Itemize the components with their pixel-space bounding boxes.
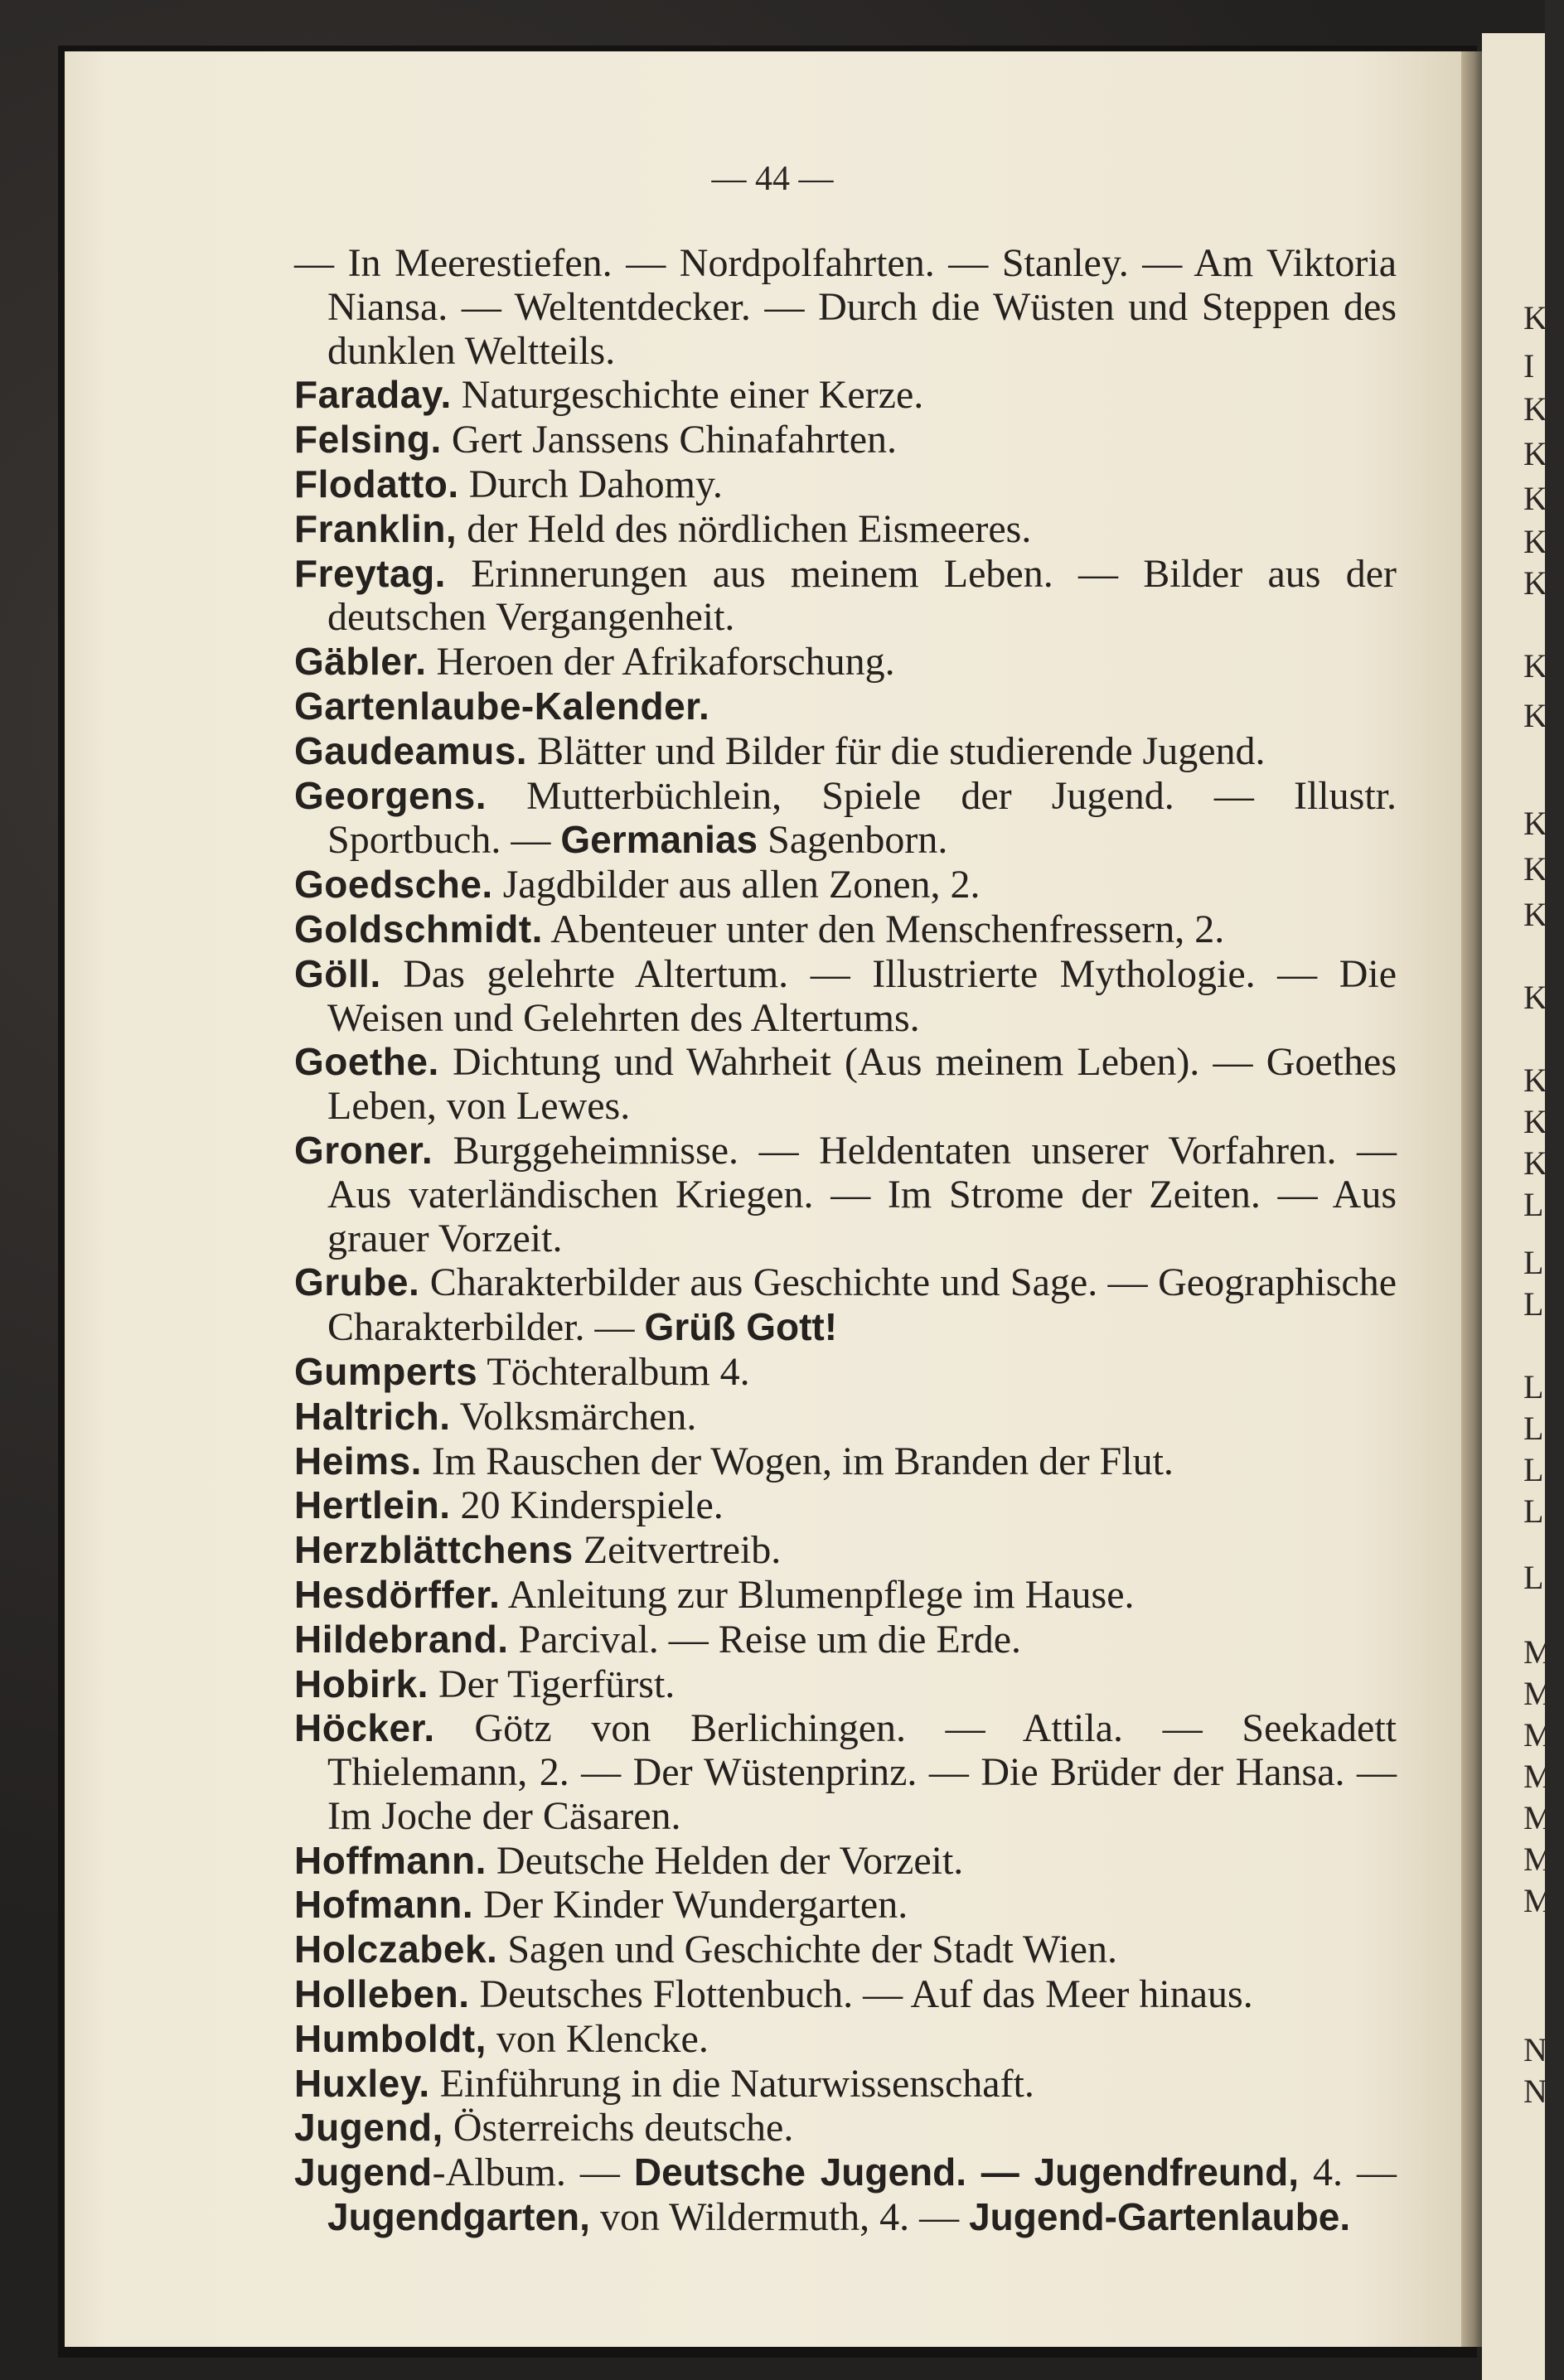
- entry-text: von Klencke.: [486, 2016, 709, 2061]
- entry-text: Das gelehrte Altertum. — Illustrierte Mythologie. — Die Weisen und Gelehrten des Altertums.: [327, 951, 1397, 1040]
- facing-page-fragment: N: [1523, 2031, 1547, 2068]
- catalog-entry: [294, 1395, 1397, 1439]
- facing-page-fragment: K: [1523, 1103, 1547, 1140]
- entry-text: Deutsche Helden der Vorzeit.: [486, 1838, 964, 1883]
- entry-author: Freytag.: [294, 551, 446, 595]
- facing-page-edge: [1482, 33, 1564, 2380]
- facing-page-fragment: M: [1523, 1841, 1553, 1878]
- entry-author: Hertlein.: [294, 1483, 451, 1527]
- catalog-entry: [294, 1928, 1397, 1972]
- catalog-entry: [294, 1439, 1397, 1484]
- facing-page-fragment: K: [1523, 896, 1547, 933]
- entry-bold-title: Jugendgarten,: [327, 2195, 590, 2239]
- catalog-entry: [294, 684, 1397, 729]
- entry-author: Gartenlaube-Kalender.: [294, 684, 710, 728]
- facing-page-fragment: M: [1523, 1799, 1553, 1836]
- entry-text: Heroen der Afrikaforschung.: [426, 640, 895, 684]
- entry-text: Töchteralbum 4.: [477, 1349, 750, 1394]
- entry-text: Zeitvertreib.: [573, 1528, 782, 1573]
- entry-author: Goethe.: [294, 1040, 439, 1084]
- entry-text: Naturgeschichte einer Kerze.: [451, 373, 924, 418]
- facing-page-fragment: L: [1523, 1410, 1544, 1447]
- entry-author: Hildebrand.: [294, 1617, 509, 1661]
- entry-bold-title: Jugend-Gartenlaube.: [969, 2195, 1351, 2239]
- entry-text: Der Kinder Wundergarten.: [473, 1883, 908, 1928]
- entry-text: Deutsches Flottenbuch. — Auf das Meer hinaus.: [469, 1972, 1253, 2017]
- entry-text: von Wildermuth, 4. —: [589, 2195, 970, 2240]
- page-number: — 44 —: [711, 160, 834, 198]
- entry-text: Blätter und Bilder für die studierende Jugend.: [527, 728, 1266, 773]
- entry-text: Durch Dahomy.: [458, 462, 723, 506]
- entry-text: Volksmärchen.: [450, 1394, 697, 1439]
- catalog-entry: [294, 2062, 1397, 2107]
- catalog-entry: [294, 418, 1397, 462]
- entry-author: Jugend: [294, 2150, 433, 2194]
- catalog-entry: [294, 2150, 1397, 2240]
- entry-text: Abenteuer unter den Menschenfressern, 2.: [542, 907, 1225, 951]
- facing-page-fragment: Ka: [1523, 299, 1562, 336]
- facing-page-fragment: K: [1523, 850, 1547, 888]
- facing-page-fragment: L: [1523, 1186, 1544, 1223]
- entry-author: Felsing.: [294, 418, 442, 462]
- entry-author: Heims.: [294, 1439, 422, 1483]
- facing-page-fragment: L: [1523, 1368, 1544, 1405]
- facing-page-fragment: Ki: [1523, 647, 1557, 684]
- facing-page-fragment: L: [1523, 1492, 1544, 1530]
- entry-text: -Album. —: [432, 2150, 634, 2195]
- entry-author: Haltrich.: [294, 1394, 451, 1438]
- entry-text: Jagdbilder aus allen Zonen, 2.: [492, 863, 981, 907]
- entry-author: Gaudeamus.: [294, 728, 528, 772]
- catalog-entry: [294, 1839, 1397, 1884]
- facing-page-fragment: L: [1523, 1559, 1544, 1596]
- entry-text: Burggeheimnisse. — Heldentaten unserer Vorfahren. — Aus vaterländischen Kriegen. — Im Strome der Zeiten. — Aus grauer Vorzeit.: [327, 1128, 1397, 1260]
- facing-page-fragment: K: [1523, 979, 1547, 1016]
- facing-page-fragment: L: [1523, 1285, 1544, 1323]
- entry-text: Mutterbüchlein, Spiele der Jugend. — Illustr. Sportbuch. —: [327, 773, 1397, 863]
- catalog-entry: [294, 863, 1397, 907]
- entry-text: — In Meerestiefen. — Nordpolfahrten. — Stanley. — Am Viktoria Niansa. — Weltentdecker. — Durch die Wüsten und Steppen des dunklen Weltteils.: [294, 241, 1397, 373]
- catalog-entry: [294, 242, 1397, 373]
- entry-text: der Held des nördlichen Eismeeres.: [457, 506, 1032, 551]
- entry-author: Grube.: [294, 1260, 420, 1304]
- entry-text: 20 Kinderspiele.: [450, 1483, 724, 1528]
- entry-text: Gert Janssens Chinafahrten.: [441, 418, 897, 462]
- entry-text: Parcival. — Reise um die Erde.: [508, 1617, 1022, 1662]
- catalog-entry: [294, 1883, 1397, 1928]
- facing-page-fragment: Ka: [1523, 390, 1562, 428]
- entry-author: Flodatto.: [294, 462, 459, 506]
- catalog-entry: [294, 1260, 1397, 1350]
- entry-author: Jugend,: [294, 2106, 443, 2150]
- catalog-entry: [294, 640, 1397, 684]
- catalog-entry: [294, 774, 1397, 863]
- entry-text: Einführung in die Naturwissenschaft.: [429, 2061, 1034, 2106]
- facing-page-fragment: Ko: [1523, 564, 1564, 602]
- catalog-entry: [294, 462, 1397, 507]
- entry-text: Charakterbilder aus Geschichte und Sage. — Geographische Charakterbilder. —: [327, 1260, 1397, 1350]
- catalog-entry: [294, 373, 1397, 418]
- catalog-entry: [294, 1129, 1397, 1260]
- facing-page-fragment: I: [1523, 347, 1535, 385]
- catalog-entry: [294, 1040, 1397, 1129]
- entry-text: Im Rauschen der Wogen, im Branden der Flut.: [421, 1439, 1174, 1483]
- facing-page-fragment: K: [1523, 1144, 1547, 1182]
- entry-bold-title: Germanias: [560, 818, 758, 862]
- catalog-entry: [294, 952, 1397, 1041]
- entry-text: 4. —: [1299, 2150, 1397, 2195]
- author-list: [294, 242, 1397, 2240]
- catalog-entry: [294, 907, 1397, 952]
- facing-page-fragment: Kä: [1523, 435, 1562, 472]
- facing-page-fragment: M: [1523, 1716, 1553, 1754]
- catalog-entry: [294, 729, 1397, 774]
- entry-text: Österreichs deutsche.: [443, 2106, 794, 2150]
- entry-author: Goedsche.: [294, 863, 493, 907]
- facing-page-fragment: N: [1523, 2073, 1547, 2110]
- entry-author: Gäbler.: [294, 640, 427, 684]
- facing-page-fragment: M: [1523, 1633, 1553, 1671]
- facing-page-fragment: M: [1523, 1882, 1553, 1919]
- entry-bold-title: Grüß Gott!: [644, 1305, 838, 1349]
- entry-author: Hobirk.: [294, 1662, 429, 1705]
- catalog-entry: [294, 552, 1397, 641]
- facing-page-fragment: K: [1523, 697, 1547, 734]
- entry-author: Huxley.: [294, 2061, 430, 2105]
- catalog-entry: [294, 1483, 1397, 1528]
- entry-text: Götz von Berlichingen. — Attila. — Seekadett Thielemann, 2. — Der Wüstenprinz. — Die Brüder der Hansa. — Im Joche der Cäsaren.: [327, 1706, 1397, 1838]
- entry-author: Franklin,: [294, 506, 458, 550]
- entry-bold-title: Deutsche Jugend. — Jugendfreund,: [633, 2150, 1300, 2194]
- catalog-entry: [294, 1662, 1397, 1707]
- entry-author: Goldschmidt.: [294, 907, 543, 951]
- entry-author: Georgens.: [294, 773, 487, 817]
- entry-author: Hesdörffer.: [294, 1572, 501, 1616]
- catalog-entry: [294, 2106, 1397, 2150]
- facing-page-fragment: K: [1523, 805, 1547, 842]
- facing-page-fragment: M: [1523, 1675, 1553, 1712]
- facing-page-fragment: Ko: [1523, 480, 1564, 517]
- facing-page-fragment: K: [1523, 1062, 1547, 1099]
- entry-author: Göll.: [294, 951, 381, 995]
- facing-page-fragment: M: [1523, 1758, 1553, 1795]
- entry-author: Hoffmann.: [294, 1838, 487, 1882]
- catalog-entry: [294, 1528, 1397, 1573]
- catalog-entry: [294, 1350, 1397, 1395]
- entry-text: Sagenborn.: [758, 818, 948, 863]
- entry-text: Sagen und Geschichte der Stadt Wien.: [497, 1928, 1117, 1972]
- entry-author: Hofmann.: [294, 1883, 474, 1927]
- entry-text: Anleitung zur Blumenpflege im Hause.: [500, 1572, 1135, 1617]
- entry-text: Erinnerungen aus meinem Leben. — Bilder aus der deutschen Vergangenheit.: [327, 551, 1397, 640]
- catalog-entry: [294, 2017, 1397, 2062]
- entry-author: Herzblättchens: [294, 1528, 574, 1572]
- facing-page-fragment: Ko: [1523, 523, 1564, 560]
- catalog-entry: [294, 1618, 1397, 1662]
- entry-author: Holczabek.: [294, 1928, 498, 1971]
- entry-text: Der Tigerfürst.: [428, 1662, 675, 1706]
- entry-author: Faraday.: [294, 373, 452, 417]
- catalog-entry: [294, 507, 1397, 552]
- catalog-entry: [294, 1706, 1397, 1838]
- catalog-entry: [294, 1972, 1397, 2017]
- entry-author: Höcker.: [294, 1706, 435, 1750]
- facing-page-fragment: L: [1523, 1244, 1544, 1281]
- catalog-entry: [294, 1573, 1397, 1618]
- entry-author: Holleben.: [294, 1972, 470, 2016]
- entry-author: Gumperts: [294, 1349, 478, 1393]
- facing-page-fragment: L: [1523, 1451, 1544, 1488]
- entry-author: Humboldt,: [294, 2016, 487, 2060]
- entry-author: Groner.: [294, 1128, 433, 1172]
- entry-text: Dichtung und Wahrheit (Aus meinem Leben). — Goethes Leben, von Lewes.: [327, 1040, 1397, 1129]
- page-gutter: [1461, 51, 1482, 2347]
